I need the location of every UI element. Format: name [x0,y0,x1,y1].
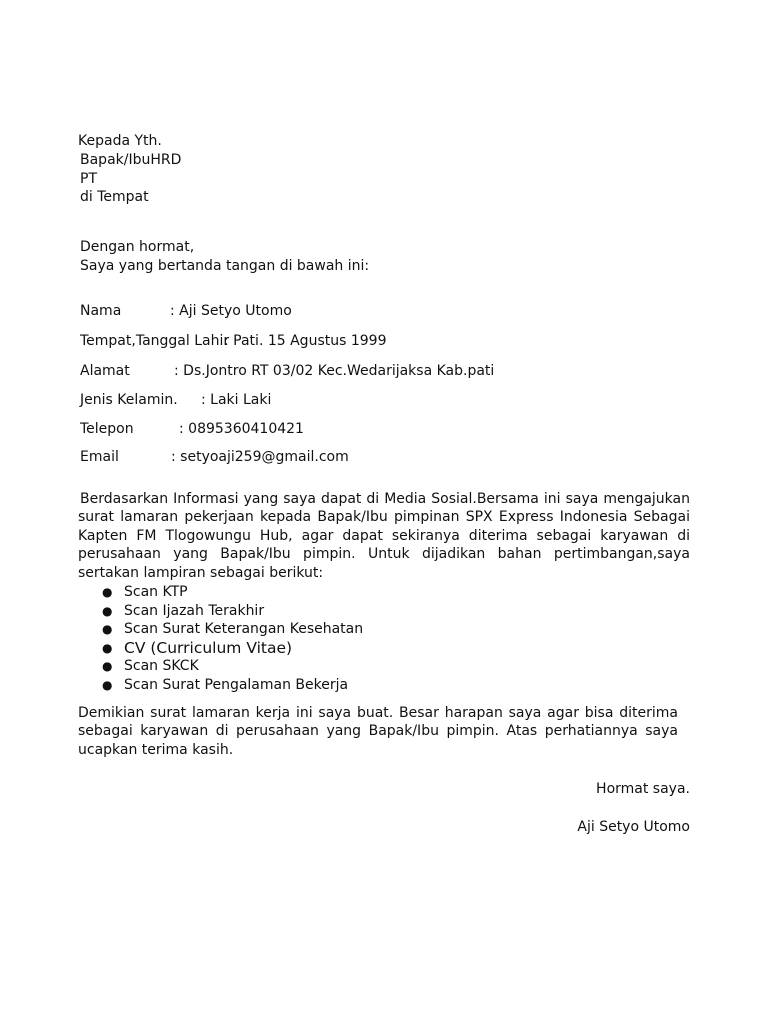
detail-label-telepon: Telepon [80,421,134,437]
bullet-icon: ● [102,640,113,655]
detail-label-nama: Nama [80,303,122,319]
body-paragraph-2: Demikian surat lamaran kerja ini saya buat. Besar harapan saya agar bisa diterima sebagai karyawan di perusahaan yang Bapak/Ibu pimpin. Atas perhatiannya saya ucapkan terima kasih. [78,705,678,758]
recipient-line-3: PT [80,171,97,187]
salutation: Dengan hormat, [80,239,195,255]
closing-regards: Hormat saya. [596,781,690,797]
attachment-label: Scan SKCK [124,658,199,674]
detail-value-telepon: : 0895360410421 [179,421,304,437]
recipient-line-4: di Tempat [80,189,149,205]
bullet-icon: ● [102,622,113,636]
detail-label-ttl: Tempat,Tanggal Lahir [80,333,230,349]
detail-label-alamat: Alamat [80,363,130,379]
attachment-label: CV (Curriculum Vitae) [124,638,293,657]
list-item [78,602,678,621]
detail-value-alamat: : Ds.Jontro RT 03/02 Kec.Wedarijaksa Kab.pati [174,363,495,379]
detail-label-email: Email [80,449,119,465]
list-item [78,657,678,676]
bullet-icon: ● [102,659,113,673]
attachment-label: Scan KTP [124,584,188,600]
body-paragraph-1: Berdasarkan Informasi yang saya dapat di Media Sosial.Bersama ini saya mengajukan surat lamaran pekerjaan kepada Bapak/Ibu pimpinan SPX Express Indonesia Sebagai Kapten FM Tlogowungu Hub, agar dapat sekiranya diterima sebagai karyawan di perusahaan yang Bapak/Ibu pimpin. Untuk dijadikan bahan pertimbangan,saya sertakan lampiran sebagai berikut: [78,491,690,581]
detail-value-ttl: : Pati. 15 Agustus 1999 [224,333,387,349]
list-item [78,639,678,658]
detail-value-nama: : Aji Setyo Utomo [170,303,292,319]
attachment-label: Scan Surat Pengalaman Bekerja [124,676,349,693]
signature-name: Aji Setyo Utomo [577,819,690,835]
bullet-icon: ● [102,677,113,692]
recipient-line-2: Bapak/IbuHRD [80,152,182,168]
detail-value-jenis-kelamin: : Laki Laki [201,392,272,408]
detail-value-email: : setyoaji259@gmail.com [171,449,349,465]
list-item [78,676,678,695]
bullet-icon: ● [102,603,113,618]
list-item [78,583,678,602]
bullet-icon: ● [102,585,113,599]
recipient-line-1: Kepada Yth. [78,133,162,149]
attachment-list [78,583,678,694]
intro-line: Saya yang bertanda tangan di bawah ini: [80,258,370,274]
attachment-label: Scan Ijazah Terakhir [124,602,265,619]
attachment-label: Scan Surat Keterangan Kesehatan [124,621,364,637]
list-item [78,620,678,639]
detail-label-jenis-kelamin: Jenis Kelamin. [80,392,178,408]
